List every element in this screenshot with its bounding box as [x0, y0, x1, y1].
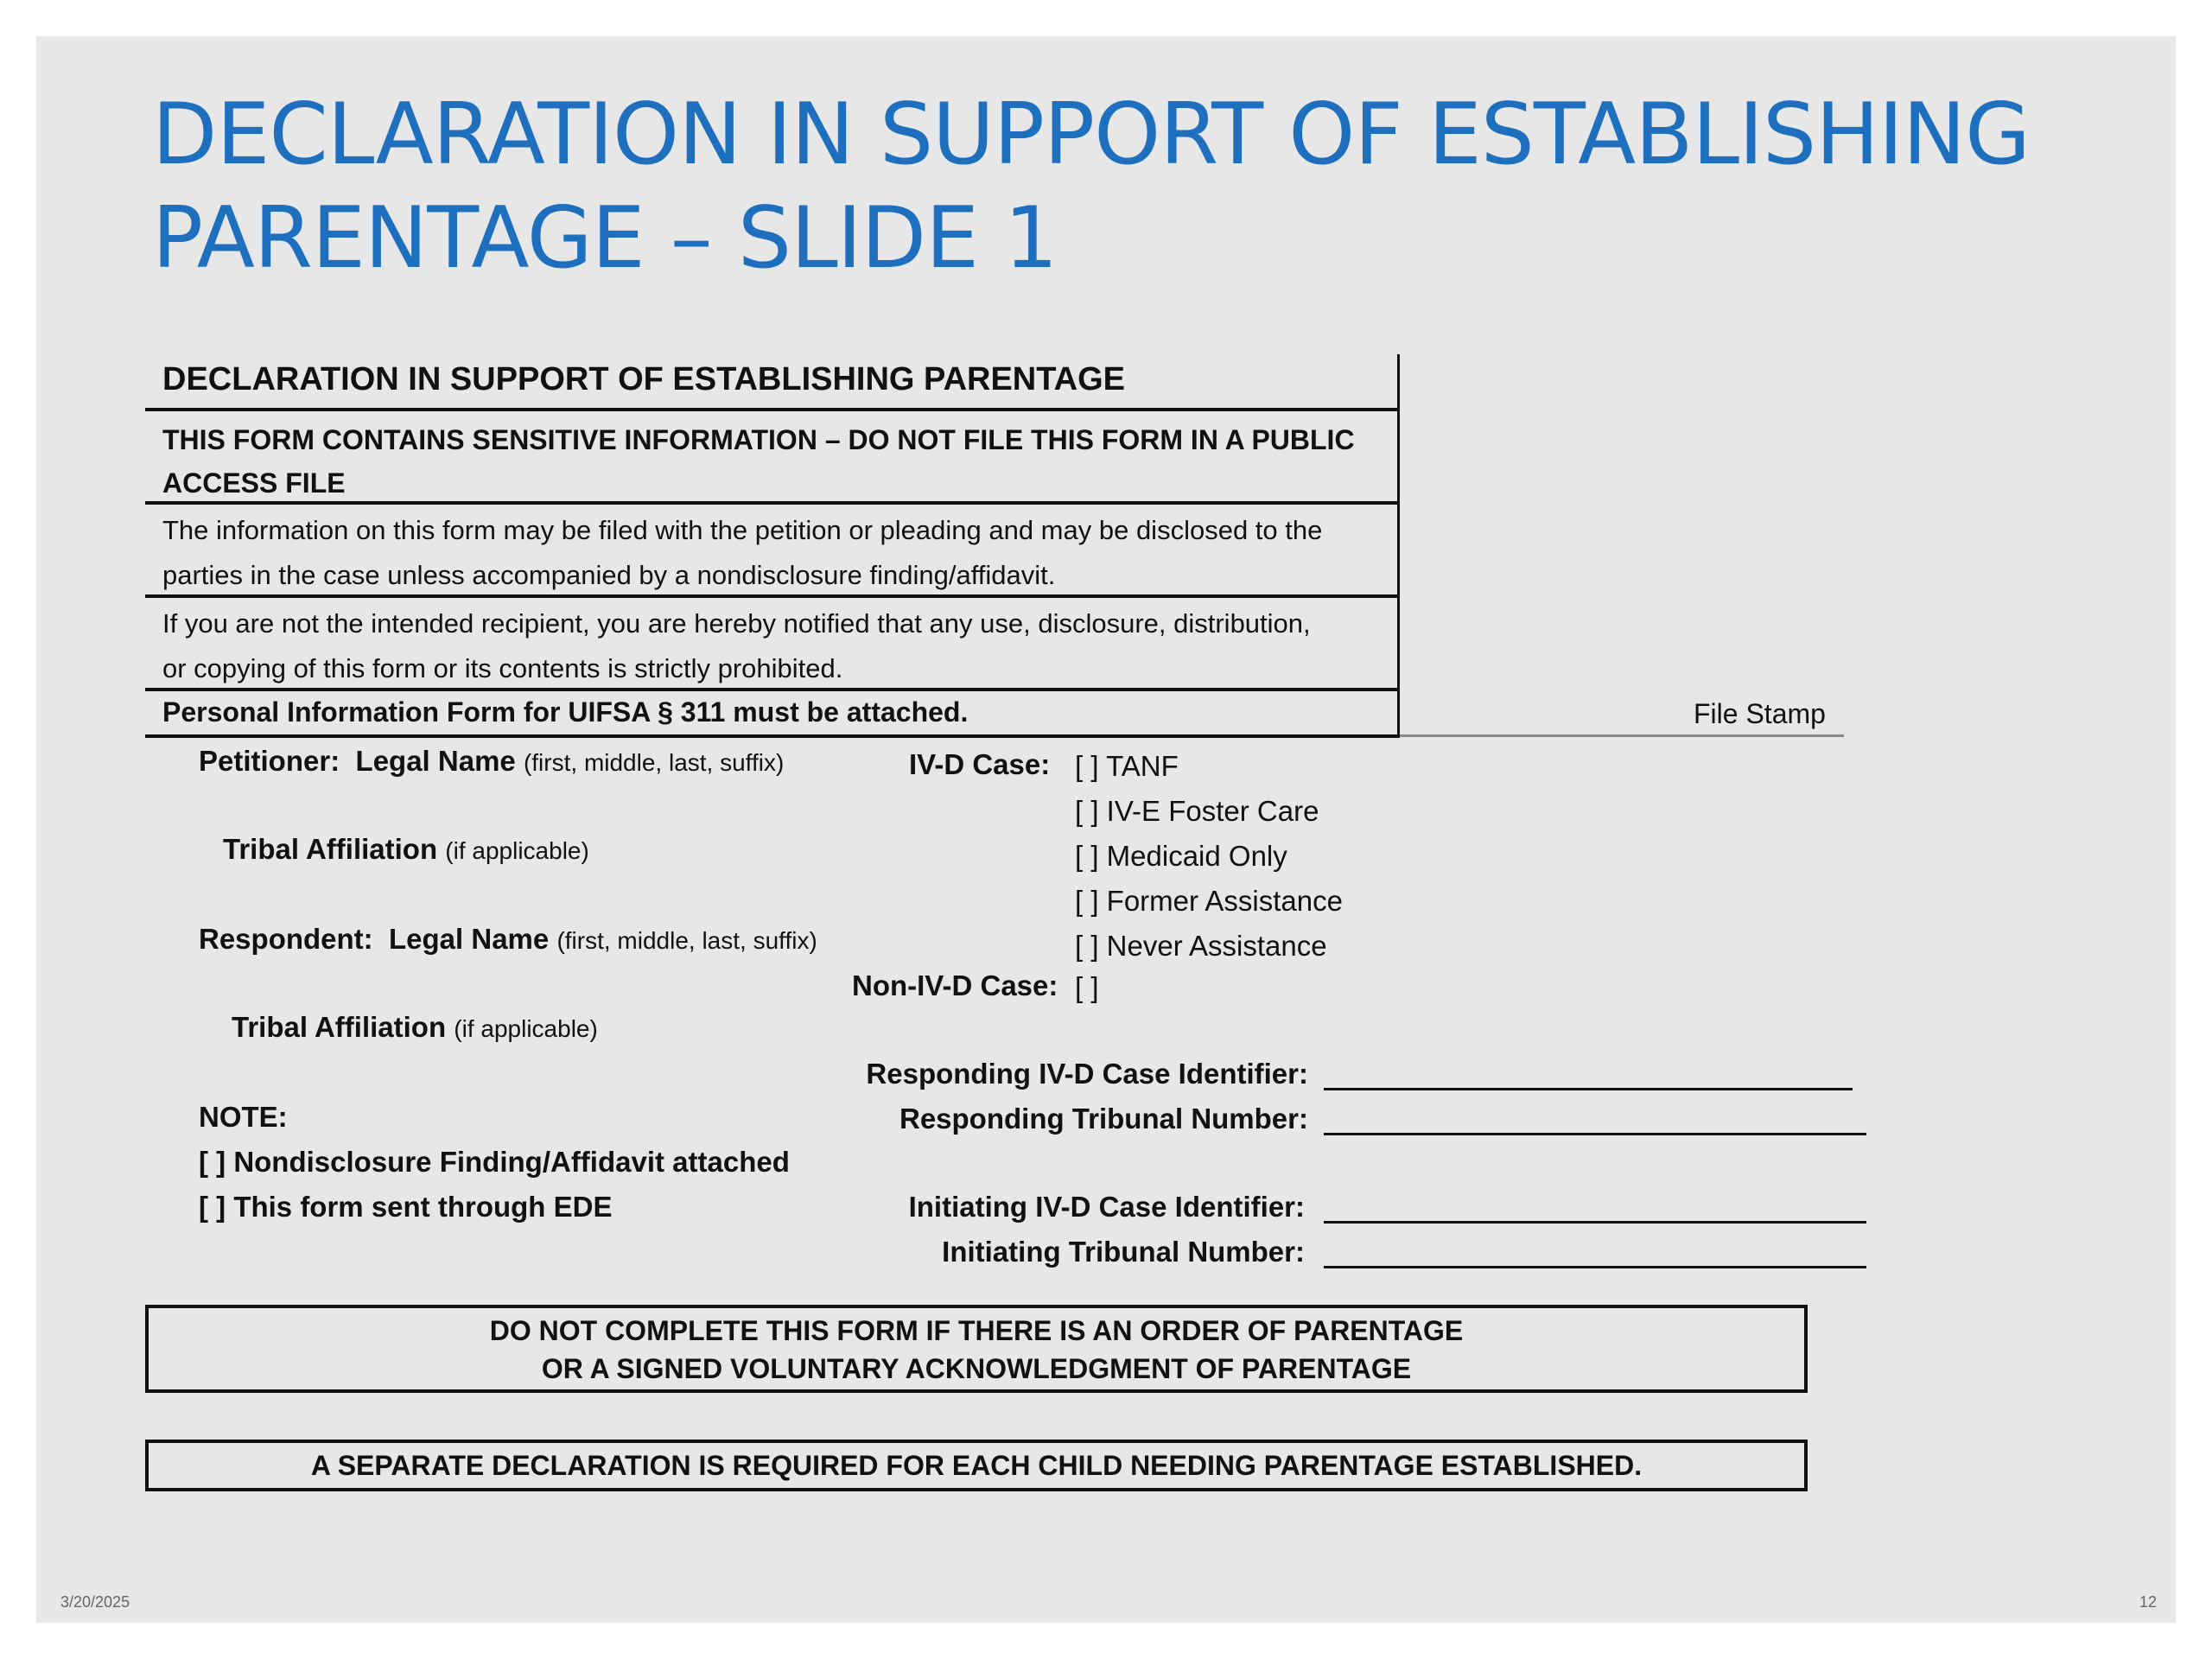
petitioner-label: Petitioner: — [199, 745, 340, 777]
responding-case-id-field[interactable] — [1324, 1088, 1853, 1090]
slide-date: 3/20/2025 — [60, 1593, 130, 1611]
recipient-notice — [162, 601, 1311, 691]
ivd-option-foster-care[interactable]: [ ] IV-E Foster Care — [1075, 795, 1319, 827]
divider — [145, 594, 1398, 598]
petitioner-tribal-row — [223, 833, 589, 866]
info-notice-line-1: The information on this form may be filed with the petition or pleading and may be disclosed to the — [162, 515, 1323, 545]
non-ivd-case-checkbox[interactable]: [ ] — [1075, 971, 1099, 1003]
petitioner-tribal-label: Tribal Affiliation — [223, 833, 438, 865]
respondent-legal-name-label: Legal Name — [389, 923, 550, 955]
parentage-warning-line-1: DO NOT COMPLETE THIS FORM IF THERE IS AN ORDER OF PARENTAGE — [489, 1315, 1464, 1346]
responding-case-id-label: Responding IV-D Case Identifier: — [866, 1058, 1308, 1090]
responding-tribunal-field[interactable] — [1324, 1133, 1866, 1135]
responding-tribunal-label: Responding Tribunal Number: — [899, 1103, 1308, 1135]
divider — [145, 734, 1398, 738]
parentage-warning-box — [145, 1305, 1808, 1393]
respondent-label: Respondent: — [199, 923, 373, 955]
info-notice — [162, 508, 1322, 598]
slide-title — [152, 83, 2053, 290]
note-nondisclosure-checkbox[interactable]: [ ] Nondisclosure Finding/Affidavit attached — [199, 1146, 790, 1178]
form-heading: DECLARATION IN SUPPORT OF ESTABLISHING PARENTAGE — [162, 361, 1125, 397]
respondent-tribal-label: Tribal Affiliation — [232, 1011, 447, 1043]
parentage-warning-line-2: OR A SIGNED VOLUNTARY ACKNOWLEDGMENT OF PARENTAGE — [541, 1353, 1412, 1384]
respondent-row — [199, 923, 817, 956]
respondent-legal-name-hint: (first, middle, last, suffix) — [556, 927, 817, 954]
separate-declaration-text: A SEPARATE DECLARATION IS REQUIRED FOR EACH CHILD NEEDING PARENTAGE ESTABLISHED. — [310, 1450, 1643, 1481]
non-ivd-case-label: Non-IV-D Case: — [852, 969, 1058, 1001]
header-right-border — [1397, 354, 1400, 738]
ivd-option-never-assistance[interactable]: [ ] Never Assistance — [1075, 930, 1327, 962]
file-stamp-label: File Stamp — [1694, 698, 1826, 729]
ivd-case-label: IV-D Case: — [909, 748, 1051, 780]
petitioner-legal-name-hint: (first, middle, last, suffix) — [523, 749, 785, 776]
recipient-notice-line-1: If you are not the intended recipient, you are hereby notified that any use, disclosure, distribution, — [162, 608, 1311, 639]
info-notice-line-2: parties in the case unless accompanied by a nondisclosure finding/affidavit. — [162, 560, 1056, 590]
note-ede-checkbox[interactable]: [ ] This form sent through EDE — [199, 1191, 613, 1223]
separate-declaration-box — [145, 1440, 1808, 1491]
petitioner-tribal-hint: (if applicable) — [445, 837, 589, 864]
recipient-notice-line-2: or copying of this form or its contents is strictly prohibited. — [162, 653, 843, 683]
sensitive-warning-line-2: ACCESS FILE — [162, 467, 346, 499]
slide-page-number: 12 — [2139, 1593, 2157, 1611]
ivd-option-former-assistance[interactable]: [ ] Former Assistance — [1075, 885, 1343, 917]
divider — [145, 408, 1398, 411]
sensitive-warning-line-1: THIS FORM CONTAINS SENSITIVE INFORMATION – DO NOT FILE THIS FORM IN A PUBLIC — [162, 424, 1355, 455]
respondent-tribal-row — [232, 1011, 598, 1044]
slide-title-line-2: PARENTAGE – SLIDE 1 — [152, 189, 1058, 288]
ivd-option-medicaid[interactable]: [ ] Medicaid Only — [1075, 840, 1287, 872]
initiating-tribunal-field[interactable] — [1324, 1266, 1866, 1268]
petitioner-legal-name-label: Legal Name — [355, 745, 516, 777]
note-label: NOTE: — [199, 1101, 288, 1133]
respondent-tribal-hint: (if applicable) — [454, 1015, 598, 1042]
divider — [145, 688, 1398, 691]
initiating-case-id-field[interactable] — [1324, 1221, 1866, 1224]
ivd-option-tanf[interactable]: [ ] TANF — [1075, 750, 1179, 782]
petitioner-row — [199, 745, 784, 778]
sensitive-warning — [162, 418, 1355, 505]
initiating-case-id-label: Initiating IV-D Case Identifier: — [908, 1191, 1305, 1223]
initiating-tribunal-label: Initiating Tribunal Number: — [942, 1236, 1305, 1268]
slide-title-line-1: DECLARATION IN SUPPORT OF ESTABLISHING — [152, 86, 2031, 184]
file-stamp-line — [1400, 734, 1844, 737]
divider — [145, 501, 1398, 505]
personal-info-notice: Personal Information Form for UIFSA § 311 must be attached. — [162, 696, 969, 728]
